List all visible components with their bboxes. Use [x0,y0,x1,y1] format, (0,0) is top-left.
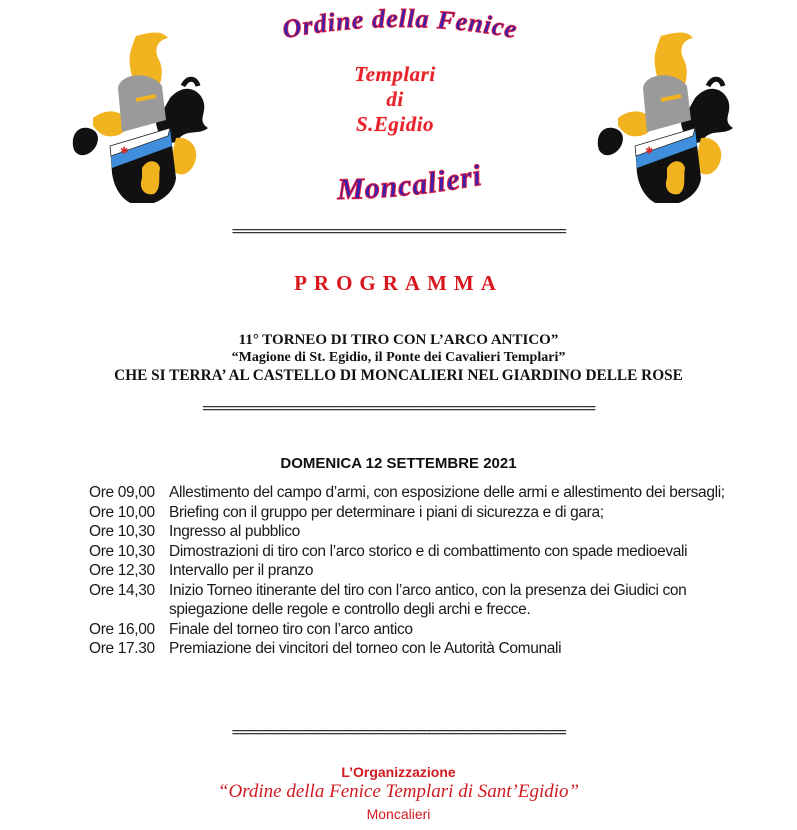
programma-heading: PROGRAMMA [294,271,503,295]
schedule-item [89,639,729,659]
event-subtitle: “Magione di St. Egidio, il Ponte dei Cavalieri Templari” [231,350,566,365]
schedule-description: Intervallo per il pranzo [169,562,314,579]
svg-text:Ordine della Fenice [280,4,520,44]
schedule-time: Ore 14,30 [89,581,155,599]
schedule-item [89,503,729,523]
schedule-item [89,620,729,640]
schedule-description: Dimostrazioni di tiro con l’arco storico e di combattimento con spade medioevali [169,542,688,560]
city-title [280,160,540,210]
event-info [0,331,797,385]
separator-line: ========================================================================== [202,404,595,416]
schedule-time: Ore 12,30 [89,562,155,579]
schedule-time: Ore 17.30 [89,640,155,657]
svg-text:✱: ✱ [645,146,654,157]
event-title: 11° TORNEO DI TIRO CON L’ARCO ANTICO” [238,332,559,348]
schedule-description: Ingresso al pubblico [169,523,300,540]
organizer-name: “Ordine della Fenice Templari di Sant’Egidio” [217,781,580,802]
schedule-time: Ore 09,00 [89,484,155,501]
separator-line: ================================================================== [231,227,566,239]
templari-subtitle [300,62,490,137]
schedule-item [89,522,729,542]
schedule-time: Ore 10,00 [89,503,155,521]
schedule-time: Ore 10,30 [89,542,155,560]
svg-text:Moncalieri [336,159,485,206]
organizer-city: Moncalieri [366,806,431,822]
templari-line: Templari [354,62,436,86]
separator-line: ================================================================== [231,728,566,740]
crest-emblem-icon [58,28,218,203]
coat-of-arms-left [58,28,218,203]
schedule-time: Ore 10,30 [89,523,155,540]
schedule-item [89,561,729,581]
schedule-item [89,542,729,562]
templari-line: S.Egidio [355,112,435,136]
templari-line: di [386,87,404,111]
schedule-item [89,581,729,620]
coat-of-arms-right [583,28,743,203]
order-title-text: Ordine della Fenice [280,3,520,45]
event-location: CHE SI TERRA’ AL CASTELLO DI MONCALIERI NEL GIARDINO DELLE ROSE [114,367,683,384]
schedule-description: Briefing con il gruppo per determinare i piani di sicurezza e di gara; [169,503,604,521]
schedule-description: Premiazione dei vincitori del torneo con le Autorità Comunali [169,640,562,657]
schedule-item [89,483,729,503]
schedule-description: Inizio Torneo itinerante del tiro con l’arco antico, con la presenza dei Giudici con spiegazione delle regole e controllo degli archi e frecce. [169,581,687,618]
order-title [240,3,560,56]
schedule-description: Allestimento del campo d’armi, con esposizione delle armi e allestimento dei bersagli; [169,484,725,501]
city-title-text: Moncalieri [336,158,485,207]
schedule-description: Finale del torneo tiro con l’arco antico [169,620,413,638]
organizer-label: L’Organizzazione [341,764,456,780]
event-date: DOMENICA 12 SETTEMBRE 2021 [280,455,517,472]
svg-text:✱: ✱ [120,146,129,157]
crest-emblem-icon [583,28,743,203]
schedule-list [89,483,729,659]
schedule-time: Ore 16,00 [89,620,155,638]
